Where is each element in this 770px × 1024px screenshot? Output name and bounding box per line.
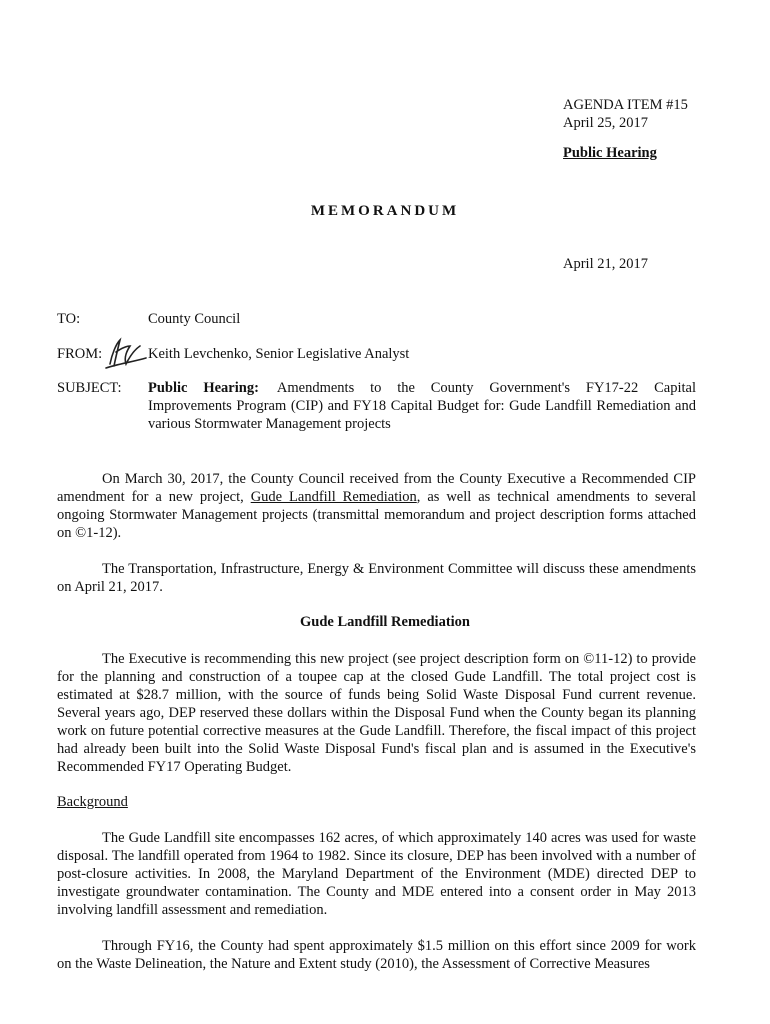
- memo-date: April 21, 2017: [563, 256, 648, 272]
- paragraph-committee: The Transportation, Infrastructure, Energy & Environment Committee will discuss these amendments on April 21, 2017.: [57, 561, 696, 595]
- from-label: FROM:: [57, 346, 103, 362]
- to-value: County Council: [148, 311, 241, 327]
- agenda-header: [563, 96, 753, 162]
- public-hearing-label: Public Hearing: [563, 145, 657, 161]
- memo-title: MEMORANDUM: [310, 203, 460, 219]
- agenda-date: April 25, 2017: [563, 115, 648, 131]
- subject-lead: Public Hearing:: [148, 380, 259, 396]
- from-value: Keith Levchenko, Senior Legislative Analyst: [148, 346, 410, 362]
- subject-label: SUBJECT:: [57, 380, 122, 396]
- to-label: TO:: [57, 311, 81, 327]
- paragraph-intro: [57, 470, 696, 542]
- paragraph-intro-start: On March 30, 2017, the County Council received from the County Executive a Recommended CIP amendment for a new project,: [57, 471, 696, 505]
- paragraph-intro-end: , as well as technical amendments to several ongoing Stormwater Management projects (transmittal memorandum and project description forms attached on ©1-12).: [57, 489, 696, 541]
- paragraph-background: The Gude Landfill site encompasses 162 acres, of which approximately 140 acres was used for waste disposal. The landfill operated from 1964 to 1982. Since its closure, DEP has been involved with a number of post-closure activities. In 2008, the Maryland Department of the Environment (MDE) directed DEP to investigate groundwater contamination. The County and MDE entered into a consent order in May 2013 involving landfill assessment and remediation.: [57, 830, 696, 918]
- signature-initials: [96, 334, 150, 374]
- agenda-item-number: AGENDA ITEM #15: [563, 97, 688, 113]
- subject-body: Amendments to the County Government's FY17-22 Capital Improvements Program (CIP) and FY18 Capital Budget for: Gude Landfill Remediation and various Stormwater Management projects: [148, 380, 696, 432]
- paragraph-spending: Through FY16, the County had spent approximately $1.5 million on this effort since 2009 for work on the Waste Delineation, the Nature and Extent study (2010), the Assessment of Corrective Measures: [57, 938, 696, 972]
- background-heading: Background: [57, 794, 128, 810]
- subject-text: [148, 379, 696, 433]
- paragraph-executive: The Executive is recommending this new project (see project description form on ©11-12) to provide for the planning and construction of a toupee cap at the closed Gude Landfill. The total project cost is estimated at $28.7 million, with the source of funds being Solid Waste Disposal Fund current revenue. Several years ago, DEP reserved these dollars within the Disposal Fund when the County began its planning work on future potential corrective measures at the Gude Landfill. Therefore, the fiscal impact of this project had already been built into the Solid Waste Disposal Fund's fiscal plan and is assumed in the Executive's Recommended FY17 Operating Budget.: [57, 651, 696, 775]
- section-heading-gude: Gude Landfill Remediation: [300, 614, 470, 630]
- project-name-underlined: Gude Landfill Remediation: [250, 489, 417, 505]
